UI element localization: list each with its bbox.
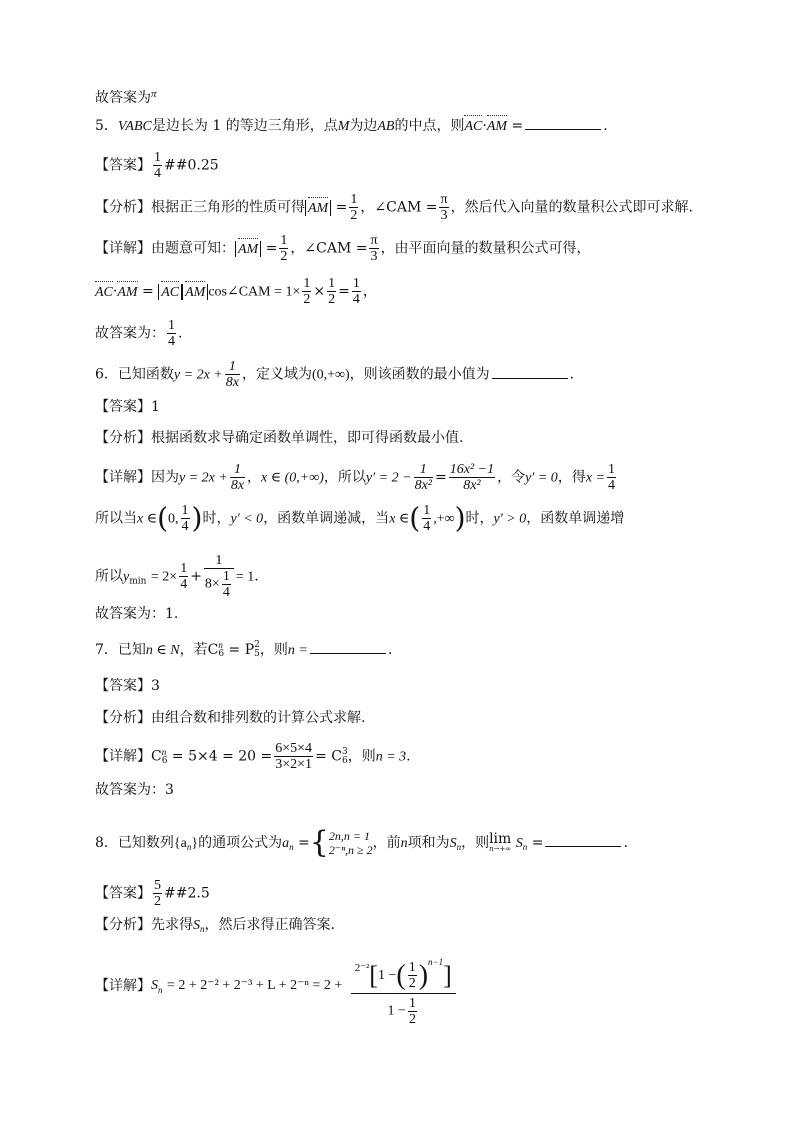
power-term: 2⁻² xyxy=(354,962,370,974)
denominator: 2 xyxy=(280,249,288,264)
numerator: 1 xyxy=(204,553,234,569)
vector-am: AM xyxy=(238,238,258,260)
fraction xyxy=(153,878,162,909)
question-text: 的通项公式为 xyxy=(198,835,283,851)
period: . xyxy=(569,366,575,383)
plus-sign: + xyxy=(190,568,202,585)
vector-am: AM xyxy=(487,115,507,137)
detail-tag: 【详解】 xyxy=(95,240,151,257)
detail-text: 由题意可知： xyxy=(151,240,235,257)
detail-tag: 【详解】 xyxy=(95,978,151,994)
question-text: 为边 xyxy=(349,118,378,134)
answer-tag: 【答案】 xyxy=(95,885,151,902)
comma: ， xyxy=(362,283,377,300)
denominator-part: 8× xyxy=(204,576,220,592)
detail-text: 所以当 xyxy=(95,510,137,527)
x-in: x ∈ xyxy=(389,511,410,527)
numerator: 1 xyxy=(181,503,189,518)
brace-close: } xyxy=(191,836,199,851)
derivative-expr: y′ = 2 − xyxy=(365,470,412,486)
numerator: 1 xyxy=(350,192,358,207)
lim-text: lim xyxy=(489,831,512,847)
y-min: y xyxy=(123,569,130,585)
conclusion-text: 故答案为： xyxy=(95,325,165,342)
detail-tag: 【详解】 xyxy=(95,469,151,486)
numerator: 1 xyxy=(230,462,245,478)
alternate-answer: ##0.25 xyxy=(164,157,219,174)
angle-text: ，∠CAM = xyxy=(290,240,368,257)
analysis-text: 根据函数求导确定函数单调性，即可得函数最小值. xyxy=(151,430,464,446)
conclusion-q4 xyxy=(95,84,157,108)
fraction xyxy=(607,462,616,493)
numerator: 5 xyxy=(154,878,161,893)
denominator: 8x xyxy=(225,375,239,390)
subscript-min: min xyxy=(129,576,147,587)
x-in: x ∈ xyxy=(137,511,158,527)
period: . xyxy=(623,835,628,851)
question-5 xyxy=(95,115,608,137)
x-equals: x = xyxy=(585,470,605,486)
subscript: 6 xyxy=(161,755,168,766)
S-n: S xyxy=(193,918,200,933)
denominator: 4 xyxy=(154,166,161,181)
fraction xyxy=(279,233,288,264)
fraction xyxy=(439,192,448,223)
numerator: 1 xyxy=(225,359,240,375)
detail-6-line3 xyxy=(95,553,259,600)
combination-C: C xyxy=(151,748,162,765)
pi-symbol: π xyxy=(151,88,157,100)
vector-ac: AC xyxy=(161,281,179,303)
equals-sign: = xyxy=(298,835,310,851)
numerator: 1 xyxy=(168,318,175,333)
period: . xyxy=(406,748,411,765)
analysis-5 xyxy=(95,192,693,223)
exponent: n−1 xyxy=(428,957,444,967)
permutation-P: = P xyxy=(228,642,255,658)
denominator: 8x² xyxy=(414,478,432,493)
question-text: 8．已知数列 xyxy=(95,835,174,851)
geometric-sum-fraction xyxy=(351,945,456,1027)
question-text: ，则 xyxy=(259,642,288,658)
times-sign: × xyxy=(313,283,326,300)
detail-text: 所以 xyxy=(95,568,123,585)
point-m: M xyxy=(337,119,350,134)
answer-7 xyxy=(95,676,160,696)
vector-am: AM xyxy=(185,281,205,303)
domain-interval: (0,+∞) xyxy=(311,367,350,383)
fraction xyxy=(230,462,245,493)
fraction xyxy=(327,276,336,307)
analysis-7 xyxy=(95,708,365,728)
conclusion-text: 故答案为：3 xyxy=(95,782,174,798)
fraction xyxy=(274,741,313,772)
analysis-tag: 【分析】 xyxy=(95,710,151,726)
sum-expr: = 2 + 2⁻² + 2⁻³ + L + 2⁻ⁿ = 2 + xyxy=(166,978,343,993)
denominator: 4 xyxy=(222,585,230,600)
detail-tag: 【详解】 xyxy=(95,748,151,765)
conclusion-text: 故答案为：1. xyxy=(95,606,179,622)
conclusion-text: 故答案为 xyxy=(95,90,151,106)
detail-7 xyxy=(95,741,411,772)
equals-sign: = xyxy=(335,199,348,216)
period: . xyxy=(254,568,259,585)
equals-sign: = xyxy=(511,118,524,134)
question-text: ，前 xyxy=(372,835,401,851)
question-text: 6．已知函数 xyxy=(95,366,174,383)
dot-operator: · xyxy=(112,283,118,300)
analysis-8 xyxy=(95,915,335,939)
sequence-a: {a xyxy=(173,836,187,851)
one-minus: 1 − xyxy=(377,968,397,983)
fraction xyxy=(449,462,495,493)
analysis-text: ，然后求得正确答案. xyxy=(204,917,335,933)
analysis-text: 根据正三角形的性质可得 xyxy=(151,199,305,216)
subscript: n xyxy=(456,842,462,852)
conclusion-7 xyxy=(95,780,174,800)
denominator: 3 xyxy=(440,208,448,223)
denominator: 4 xyxy=(423,519,431,534)
denominator: 2 xyxy=(350,208,358,223)
superscript: n xyxy=(218,640,223,650)
detail-text: ，函数单调递增 xyxy=(526,510,625,527)
question-text: ，则 xyxy=(461,835,490,851)
subscript: 6 xyxy=(341,755,348,766)
numerator: 1 xyxy=(352,276,360,291)
n-in-N: n ∈ N xyxy=(145,643,180,658)
answer-8 xyxy=(95,878,210,909)
denominator: 3 xyxy=(370,249,378,264)
analysis-tag: 【分析】 xyxy=(95,917,151,933)
alternate-answer: ##2.5 xyxy=(164,885,210,902)
question-text: 的中点，则 xyxy=(394,118,465,134)
derivative-negative: y′ < 0 xyxy=(230,511,264,527)
denominator: 4 xyxy=(352,292,360,307)
question-7 xyxy=(95,640,392,661)
question-text: 是边长为 1 的等边三角形，点 xyxy=(151,118,338,134)
analysis-6 xyxy=(95,428,463,448)
analysis-text: 先求得 xyxy=(151,917,193,933)
derivative-positive: y′ > 0 xyxy=(493,511,527,527)
n-result: n = 3 xyxy=(375,749,407,765)
function-expr: y = 2x + xyxy=(179,470,228,486)
numerator: 1 xyxy=(280,233,288,248)
one-minus: 1 − xyxy=(387,1003,406,1019)
answer-blank xyxy=(545,834,621,847)
equals-sign: = xyxy=(142,283,154,300)
a-n: a xyxy=(282,836,290,851)
cos-expression: cos∠CAM = 1× xyxy=(208,284,301,300)
period: . xyxy=(603,118,608,134)
equals-sign: = xyxy=(434,469,447,486)
question-6 xyxy=(95,359,574,390)
numerator: 1 xyxy=(408,960,416,976)
conclusion-5 xyxy=(95,318,182,349)
result: = 1 xyxy=(235,569,255,585)
fraction xyxy=(204,553,234,600)
numerator: 1 xyxy=(180,561,188,576)
answer-tag: 【答案】 xyxy=(95,399,151,415)
detail-5-line1 xyxy=(95,233,591,264)
fraction xyxy=(153,150,162,181)
equals-sign: = xyxy=(265,240,278,257)
fraction xyxy=(414,462,433,493)
subscript: n xyxy=(200,924,205,934)
denominator: 8x xyxy=(230,478,245,493)
superscript: n xyxy=(161,746,167,757)
domain-expr: x ∈ (0,+∞) xyxy=(261,470,324,486)
answer-tag: 【答案】 xyxy=(95,157,151,174)
analysis-text: ，然后代入向量的数量积公式即可求解. xyxy=(450,199,694,216)
dot-operator: · xyxy=(482,118,487,134)
answer-value: 3 xyxy=(151,678,160,694)
vector-am: AM xyxy=(308,197,328,219)
question-text: 项和为 xyxy=(407,835,450,851)
superscript: 3 xyxy=(341,746,348,757)
question-number: 5． xyxy=(95,118,118,134)
detail-text: ，由平面向量的数量积公式可得， xyxy=(380,240,591,257)
fraction xyxy=(369,233,378,264)
detail-text: 时， xyxy=(465,510,494,527)
subscript: n xyxy=(289,842,294,852)
denominator: 2 xyxy=(408,976,416,992)
detail-text: ，所以 xyxy=(323,469,366,486)
question-text: ，则该函数的最小值为 xyxy=(349,366,490,383)
detail-text: ，令 xyxy=(497,469,526,486)
detail-text: 时， xyxy=(202,510,231,527)
answer-blank xyxy=(310,641,386,654)
n-equals: n = xyxy=(287,643,308,658)
denominator: 4 xyxy=(181,519,189,534)
denominator: 4 xyxy=(168,334,175,349)
limit xyxy=(489,833,511,853)
detail-8 xyxy=(95,945,458,1027)
analysis-text: 由组合数和排列数的计算公式求解. xyxy=(151,710,366,726)
answer-tag: 【答案】 xyxy=(95,678,151,694)
interval-end: ,+∞ xyxy=(433,511,455,527)
equals-sign: = xyxy=(531,835,544,851)
numerator: 1 xyxy=(328,276,336,291)
case-2: 2⁻ⁿ,n ≥ 2 xyxy=(328,843,373,857)
fraction xyxy=(181,503,190,534)
derivative-zero: y′ = 0 xyxy=(525,470,558,486)
numerator: 1 xyxy=(154,150,161,165)
detail-text: 因为 xyxy=(151,469,179,486)
denominator: 8x² xyxy=(463,478,481,493)
expr: = 5×4 = 20 = xyxy=(171,748,273,765)
denominator: 2 xyxy=(328,292,336,307)
triangle-name: VABC xyxy=(117,119,152,134)
segment-ab: AB xyxy=(377,119,395,134)
numerator: 6×5×4 xyxy=(275,741,313,756)
expr: = 2× xyxy=(150,569,178,585)
denominator: 4 xyxy=(607,478,615,493)
denominator: 2 xyxy=(154,894,161,909)
detail-5-line2 xyxy=(95,276,377,307)
comma: ， xyxy=(247,469,262,486)
fraction xyxy=(167,318,176,349)
question-text: ，若 xyxy=(179,642,208,658)
numerator: 1 xyxy=(222,569,230,584)
question-text: ，定义域为 xyxy=(241,366,312,383)
question-text: 7．已知 xyxy=(95,642,146,658)
question-8: 8．已知数列$\{a_n\}$的通项公式为$a_n$ ={ 2n,n = 1 2⁻ⁿ,n ≥ 2 ，前n项和为$S_n$，则 lim n→+∞ $S_n$ = . xyxy=(95,825,628,860)
fraction xyxy=(408,996,417,1027)
denominator xyxy=(351,994,456,1027)
S-n: S xyxy=(151,978,158,993)
vector-ac: AC xyxy=(95,281,113,303)
numerator: 16x² −1 xyxy=(449,462,495,477)
equals-sign: = xyxy=(338,283,350,300)
analysis-tag: 【分析】 xyxy=(95,430,151,446)
answer-5 xyxy=(95,150,219,181)
detail-text: ，函数单调递减，当 xyxy=(263,510,390,527)
numerator: 1 xyxy=(408,996,416,1011)
period: . xyxy=(178,325,183,342)
fraction xyxy=(408,960,417,991)
angle-text: ，∠CAM = xyxy=(360,199,438,216)
vector-ac: AC xyxy=(464,115,482,137)
fraction xyxy=(349,192,358,223)
period: . xyxy=(387,642,393,658)
numerator: $^{2^{-2}}$[1 −( $\frac{1}{2}$ )$^{n-1}$] xyxy=(351,945,456,994)
detail-6-line1 xyxy=(95,462,618,493)
subscript: 6 xyxy=(218,649,225,659)
numerator: 1 xyxy=(607,462,615,477)
subscript: n xyxy=(186,842,192,852)
answer-blank xyxy=(492,366,568,379)
S-n: S xyxy=(449,836,457,851)
numerator: π xyxy=(370,233,378,248)
analysis-tag: 【分析】 xyxy=(95,199,151,216)
numerator: 1 xyxy=(414,462,433,478)
denominator: 3×2×1 xyxy=(275,757,313,772)
numerator: π xyxy=(440,192,448,207)
denominator: 2 xyxy=(408,1012,416,1027)
answer-6 xyxy=(95,397,160,417)
denominator: 4 xyxy=(180,577,188,592)
answer-blank xyxy=(525,117,601,130)
denominator: 2 xyxy=(303,292,311,307)
fraction xyxy=(179,561,188,592)
subscript: n xyxy=(522,842,528,852)
superscript: 2 xyxy=(254,640,260,650)
numerator: 1 xyxy=(303,276,311,291)
subscript: n xyxy=(158,985,163,995)
answer-value: 1 xyxy=(151,399,160,415)
numerator: 1 xyxy=(423,503,431,518)
detail-text: ，得 xyxy=(557,469,586,486)
combination-C: = C xyxy=(315,748,342,765)
fraction xyxy=(302,276,311,307)
S-n: S xyxy=(515,836,523,851)
function-expr: y = 2x + xyxy=(173,367,223,383)
combination-C: C xyxy=(207,642,219,658)
n-var: n xyxy=(400,836,408,851)
subscript: 5 xyxy=(254,649,260,659)
nested-fraction xyxy=(222,569,231,600)
fraction xyxy=(225,359,240,390)
lim-subscript: n→+∞ xyxy=(489,845,512,853)
interval-start: 0, xyxy=(168,511,179,527)
case-1: 2n,n = 1 xyxy=(328,829,370,843)
fraction xyxy=(352,276,361,307)
detail-text: ，则 xyxy=(347,748,376,765)
fraction xyxy=(422,503,431,534)
detail-6-line2: 所以当x ∈(0, $\frac{1}{4}$ )时，y′ < 0，函数单调递减，当x ∈( $\frac{1}{4}$ ,+∞)时，y′ > 0，函数单调递增 xyxy=(95,501,625,535)
piecewise-cases xyxy=(329,829,373,857)
conclusion-6 xyxy=(95,604,178,624)
vector-am: AM xyxy=(117,281,137,303)
